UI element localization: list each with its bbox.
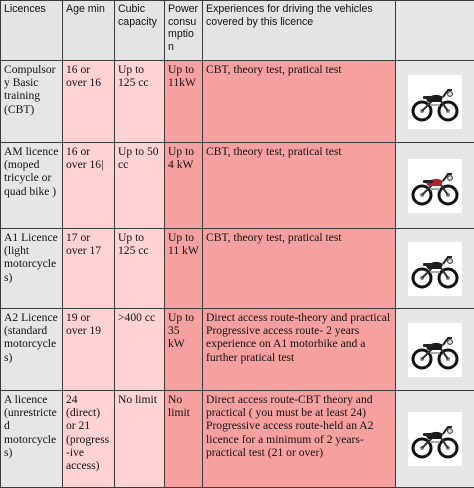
licence-cell: Compulsory Basic training (CBT): [1, 61, 63, 143]
header-image-column: [396, 1, 474, 61]
bike-image-cell: [396, 391, 474, 488]
header-licences: Licences: [1, 1, 63, 61]
age-cell: 19 or over 19: [63, 309, 115, 391]
table-row: [1, 61, 474, 143]
licence-cell: A licence (unrestricted motorcycles): [1, 391, 63, 488]
cc-cell: Up to 125 cc: [115, 61, 165, 143]
cruiser-motorcycle-icon: [408, 412, 462, 466]
experience-cell: [203, 309, 396, 391]
experience-line: Progressive access route- 2 years experience on A1 motorbike and a further pratical test: [206, 324, 392, 364]
table-row: [1, 309, 474, 391]
cc-cell: No limit: [115, 391, 165, 488]
experience-cell: [203, 143, 396, 229]
age-cell: 16 or over 16: [63, 61, 115, 143]
experience-line: Progressive access route-held an A2 licence for a minimum of 2 years- practical test (21 or over): [206, 419, 392, 459]
table-row: [1, 143, 474, 229]
experience-line: Direct access route-CBT theory and practical ( you must be at least 24): [206, 393, 392, 419]
bike-image-cell: [396, 229, 474, 309]
experience-cell: [203, 229, 396, 309]
licence-cell: A1 Licence (light motorcycles): [1, 229, 63, 309]
bike-image-cell: [396, 143, 474, 229]
age-cell: 24 (direct) or 21 (progress-ive access): [63, 391, 115, 488]
experience-line: CBT, theory test, pratical test: [206, 63, 392, 76]
power-cell: Up to 11kW: [165, 61, 203, 143]
power-cell: No limit: [165, 391, 203, 488]
cc-cell: >400 cc: [115, 309, 165, 391]
power-cell: Up to 35 kW: [165, 309, 203, 391]
age-cell: 16 or over 16|: [63, 143, 115, 229]
scrambler-motorcycle-icon: [408, 323, 462, 377]
age-cell: 17 or over 17: [63, 229, 115, 309]
bike-image-cell: [396, 309, 474, 391]
experience-line: CBT, theory test, pratical test: [206, 231, 392, 244]
header-cubic-capacity: Cubic capacity: [115, 1, 165, 61]
retro-motorcycle-icon: [408, 75, 462, 129]
experience-line: CBT, theory test, pratical test: [206, 145, 392, 158]
red-motorcycle-icon: [408, 159, 462, 213]
header-age-min: Age min: [63, 1, 115, 61]
power-cell: Up to 11 kW: [165, 229, 203, 309]
bike-image-cell: [396, 61, 474, 143]
table-row: [1, 391, 474, 488]
cc-cell: Up to 125 cc: [115, 229, 165, 309]
cc-cell: Up to 50 cc: [115, 143, 165, 229]
licence-cell: A2 Licence (standard motorcycles): [1, 309, 63, 391]
experience-cell: [203, 61, 396, 143]
experience-line: Direct access route-theory and practical: [206, 311, 392, 324]
retro-motorcycle-icon: [408, 242, 462, 296]
header-experiences: Experiences for driving the vehicles covered by this licence: [203, 1, 396, 61]
power-cell: Up to 4 kW: [165, 143, 203, 229]
licence-cell: AM licence (moped tricycle or quad bike ): [1, 143, 63, 229]
experience-cell: [203, 391, 396, 488]
header-row: [1, 1, 474, 61]
table-row: [1, 229, 474, 309]
header-power-consumption: Power consumption: [165, 1, 203, 61]
